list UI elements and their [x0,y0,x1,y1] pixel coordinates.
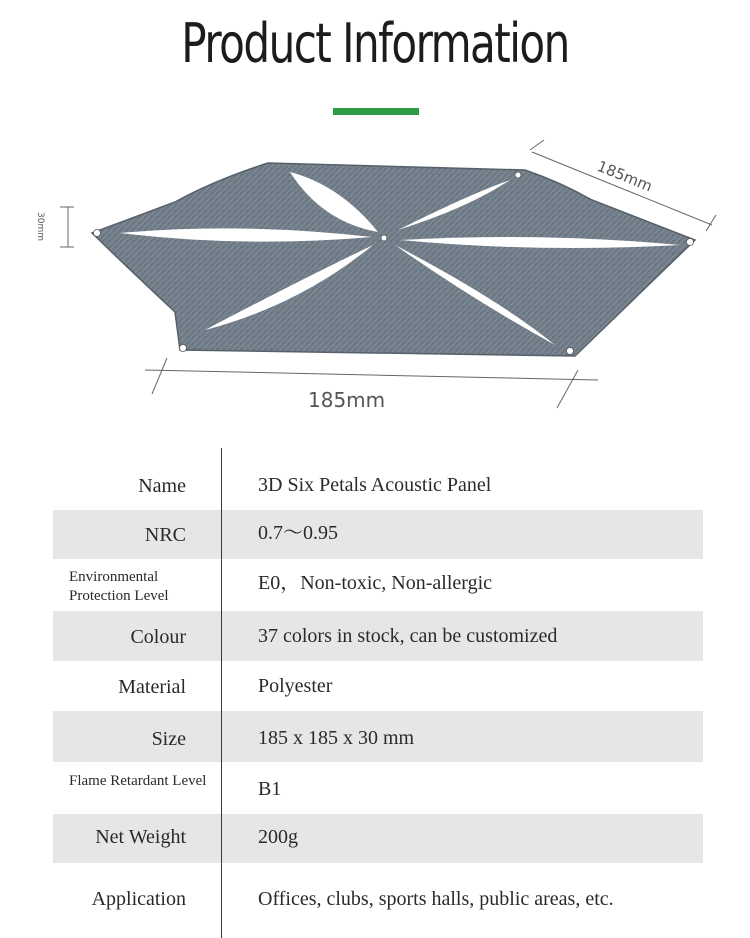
spec-label: NRC [144,524,186,546]
spec-value: E0，Non-toxic, Non-allergic [258,572,493,594]
spec-row-colour [53,611,703,661]
spec-row-name [53,448,703,510]
product-illustration [0,130,750,430]
spec-value: 0.7～0.95 [258,522,338,544]
spec-value: B1 [258,778,282,800]
spec-row-flame [53,762,703,814]
spec-row-weight [53,814,703,863]
bottom-label: 185mm [308,388,386,412]
title-accent-bar [333,108,419,115]
spec-value: 37 colors in stock, can be customized [258,625,558,647]
spec-label: Material [118,676,186,698]
spec-label: Flame Retardant Level [69,773,207,789]
spec-value: 185 x 185 x 30 mm [258,727,415,749]
page-title: Product Information [181,12,569,75]
spec-row-nrc [53,510,703,559]
spec-value: 200g [258,826,298,848]
spec-row-application [53,863,703,933]
height-dimension [60,207,74,247]
spec-row-size [53,711,703,762]
spec-label: Environmental Protection Level [69,569,169,604]
table-divider [221,448,222,938]
side-label: 185mm [594,157,655,196]
height-label: 30mm [35,212,45,241]
spec-value: Offices, clubs, sports halls, public areas, etc. [258,888,614,910]
spec-value: Polyester [258,675,333,697]
acoustic-panel-shape [92,163,695,356]
spec-value: 3D Six Petals Acoustic Panel [258,474,492,496]
spec-label: Application [91,888,186,910]
spec-label: Colour [130,626,186,648]
spec-row-environmental [53,559,703,611]
spec-label: Size [151,728,186,750]
spec-row-material [53,661,703,711]
spec-table [53,448,703,938]
spec-label: Net Weight [95,826,186,848]
spec-label: Name [138,475,186,497]
